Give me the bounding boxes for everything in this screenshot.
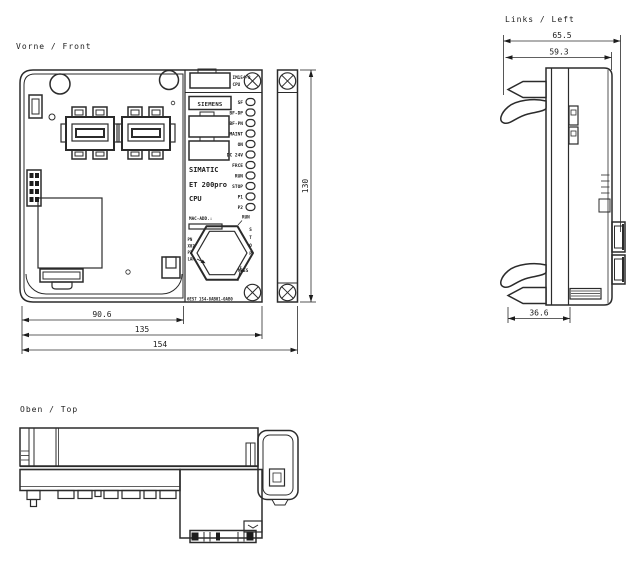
mounting-strip <box>278 70 298 302</box>
product-name-line3: CPU <box>189 195 202 203</box>
top-wedge-hook <box>508 82 546 98</box>
led-icon <box>246 99 255 106</box>
selector-stop-letter: T <box>249 236 252 241</box>
small-hole-1 <box>49 114 55 120</box>
module-type-line2: CPU <box>232 83 241 88</box>
port-label: P3 <box>187 250 193 255</box>
mounting-hole-top-right <box>160 71 179 90</box>
front-connector-2 <box>117 107 175 159</box>
selector-tick-run <box>238 221 242 226</box>
bottom-spring-hook <box>501 264 546 288</box>
mounting-hole-top-left <box>50 74 70 94</box>
led-label: DC 24V <box>226 153 243 159</box>
mac-address-label: MAC-ADD.: <box>189 217 213 222</box>
port-label: LAN <box>187 256 195 262</box>
bottom-wedge-hook <box>508 288 546 304</box>
dim-total-depth-value: 65.5 <box>552 31 572 40</box>
led-icon <box>246 109 255 116</box>
top-view-title: Oben / Top <box>20 405 79 414</box>
top-latch-chevron <box>248 525 258 528</box>
led-icon <box>246 193 255 200</box>
top-foot <box>27 491 40 500</box>
led-icon <box>246 204 255 211</box>
left-view-title: Links / Left <box>505 15 575 24</box>
dim-total-width <box>22 306 298 354</box>
dim-total-width-value: 154 <box>152 340 168 349</box>
dim-total-depth <box>504 31 621 232</box>
order-number: 6ES7 154-8AB01-0AB0 <box>187 296 233 302</box>
led-label: ON <box>237 143 243 148</box>
dim-body-depth <box>506 48 612 71</box>
side-latch-window-inner <box>32 99 39 114</box>
top-view <box>20 428 298 543</box>
product-name-line1: SIMATIC <box>189 166 219 174</box>
clamp-bracket <box>162 257 180 278</box>
dim-base-depth <box>508 307 570 323</box>
selector-stop-letter: P <box>249 252 252 257</box>
front-connector-1 <box>61 107 119 159</box>
led-label: SF <box>237 101 243 106</box>
selector-run-label: RUN <box>242 215 250 221</box>
product-name-line2: ET 200pro <box>189 181 227 189</box>
side-bracket-2 <box>569 127 578 144</box>
screw-icon <box>244 284 260 300</box>
top-spring-hook <box>501 100 546 124</box>
screw-icon <box>244 73 260 89</box>
led-column <box>227 99 255 212</box>
screw-icon <box>279 284 295 300</box>
dim-height-value: 130 <box>301 178 310 194</box>
bottom-connector <box>40 269 83 289</box>
front-view <box>20 69 316 354</box>
led-icon <box>246 183 255 190</box>
top-connector-row <box>58 491 176 499</box>
side-bracket-1-detail <box>571 110 576 115</box>
dim-height <box>300 70 316 302</box>
front-bottom-contour <box>26 274 182 294</box>
led-icon <box>246 172 255 179</box>
led-icon <box>246 130 255 137</box>
slot-cover-2 <box>189 141 229 160</box>
led-label: RUN <box>234 174 243 180</box>
label-field <box>38 198 102 268</box>
bottom-hatch <box>570 289 601 300</box>
dim-module-width <box>22 306 262 339</box>
top-front-band <box>20 470 180 491</box>
module-type-line1: IM154-8 <box>232 76 251 81</box>
top-right-cap <box>246 431 298 506</box>
led-label: MAINT <box>229 132 243 138</box>
dim-module-width-value: 135 <box>134 325 150 334</box>
led-icon <box>246 151 255 158</box>
port-label: PN <box>187 237 193 242</box>
small-hole-3 <box>126 270 130 274</box>
side-bracket-2-detail <box>571 131 576 136</box>
top-foot-stem <box>31 500 37 507</box>
top-step-block <box>180 470 262 539</box>
selector-mres-label: MRES <box>238 269 249 274</box>
left-view <box>501 31 625 323</box>
led-label: BF-DP <box>229 111 243 117</box>
led-label: P2 <box>237 206 243 211</box>
dim-body-depth-value: 59.3 <box>549 47 569 57</box>
led-icon <box>246 162 255 169</box>
top-slot <box>190 73 230 88</box>
led-icon <box>246 120 255 127</box>
led-label: FRCE <box>232 164 243 169</box>
rear-connector-2 <box>612 255 625 284</box>
selector-stop-letter: S <box>249 228 252 233</box>
led-label: STOP <box>232 185 243 190</box>
led-icon <box>246 141 255 148</box>
rear-connector-1 <box>612 222 625 252</box>
siemens-logo: SIEMENS <box>197 102 223 108</box>
led-label: P1 <box>237 195 243 201</box>
port-label: X02 <box>187 243 195 249</box>
side-bracket-1 <box>569 106 578 125</box>
slot-cover-1 <box>189 116 229 137</box>
small-hole-2 <box>171 101 175 105</box>
front-view-title: Vorne / Front <box>16 42 92 51</box>
dip-block <box>27 170 41 206</box>
selector-stop-letter: O <box>249 244 252 249</box>
port-label-block <box>188 237 206 263</box>
side-latch-window <box>29 95 42 118</box>
left-body-outline <box>546 68 612 305</box>
screw-icon <box>279 73 295 89</box>
dim-base-width-value: 90.6 <box>92 310 112 319</box>
dim-base-depth-value: 36.6 <box>529 308 549 318</box>
led-label: BF-PN <box>229 122 243 127</box>
